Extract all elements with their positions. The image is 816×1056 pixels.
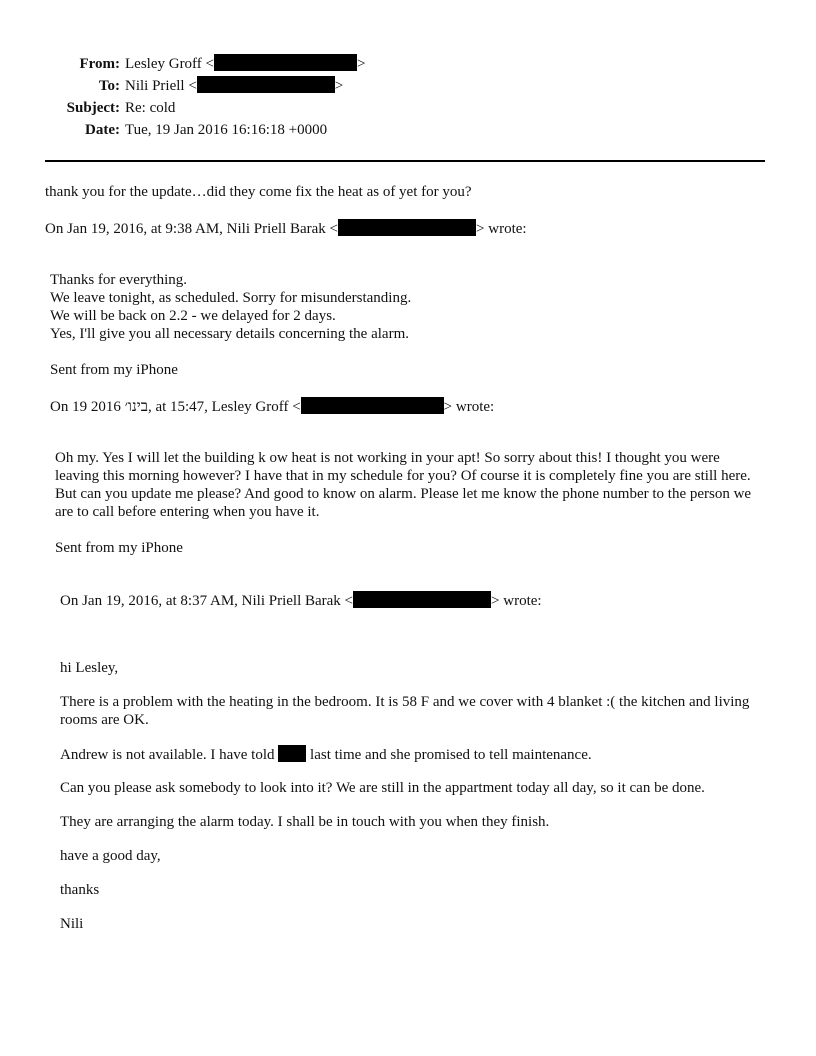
to-close: > [334, 78, 344, 94]
subject-value: Re: cold [125, 100, 176, 116]
msg2-quote-attribution [50, 397, 494, 416]
from-name: Lesley Groff < [125, 56, 214, 72]
subject-row [45, 97, 365, 119]
subject-label: Subject: [66, 100, 120, 116]
redacted-name [278, 745, 306, 762]
to-row [45, 75, 365, 97]
p2-after: last time and she promised to tell maintenance. [306, 747, 592, 763]
date-label: Date: [85, 122, 120, 138]
msg2-line: Thanks for everything. [50, 272, 188, 288]
quote-suffix: > wrote: [491, 593, 542, 609]
header-divider [45, 160, 765, 162]
msg2-signature: Sent from my iPhone [50, 362, 178, 378]
reply-body: thank you for the update…did they come fix the heat as of yet for you? [45, 184, 472, 200]
redacted-email [301, 397, 444, 414]
msg4-paragraph: There is a problem with the heating in the bedroom. It is 58 F and we cover with 4 blanket :( the kitchen and living rooms are OK. [60, 694, 750, 728]
msg4-signoff: Nili [60, 916, 84, 932]
msg3-body: Oh my. Yes I will let the building k ow heat is not working in your apt! So sorry about this! I thought you were leaving this morning however? I have that in my schedule for you? Of course it is completely fine you are still here. But can you update me please? And good to know on alarm. Please let me know the phone number to the person we are to call before entering when you have it. [55, 450, 752, 520]
quote-prefix: On 19 2016 בינו׳, at 15:47, Lesley Groff < [50, 399, 301, 415]
date-value: Tue, 19 Jan 2016 16:16:18 +0000 [125, 122, 328, 138]
redacted-email [353, 591, 491, 608]
quote-prefix: On Jan 19, 2016, at 8:37 AM, Nili Priell Barak < [60, 593, 354, 609]
to-label: To: [98, 78, 120, 94]
msg4-paragraph: Can you please ask somebody to look into it? We are still in the appartment today all day, so it can be done. [60, 780, 705, 796]
msg4-paragraph: thanks [60, 882, 100, 898]
quote-suffix: > wrote: [476, 221, 527, 237]
msg3-signature: Sent from my iPhone [55, 540, 183, 556]
msg4-paragraph: have a good day, [60, 848, 161, 864]
from-close: > [357, 56, 366, 72]
msg2-line: We will be back on 2.2 - we delayed for 2 days. [50, 308, 336, 324]
redacted-email [338, 219, 476, 236]
msg4-paragraph [60, 745, 592, 764]
from-label: From: [79, 56, 120, 72]
date-row [45, 119, 365, 141]
msg4-paragraph: They are arranging the alarm today. I shall be in touch with you when they finish. [60, 814, 550, 830]
msg3-quote-attribution [60, 591, 542, 610]
redacted-email [214, 54, 357, 71]
to-name: Nili Priell < [125, 78, 197, 94]
msg2-line: We leave tonight, as scheduled. Sorry for misunderstanding. [50, 290, 412, 306]
from-row [45, 53, 365, 75]
msg4-greeting: hi Lesley, [60, 660, 119, 676]
quote-prefix: On Jan 19, 2016, at 9:38 AM, Nili Priell Barak < [45, 221, 339, 237]
p2-before: Andrew is not available. I have told [60, 747, 279, 763]
email-header [45, 53, 365, 141]
reply-quote-attribution [45, 219, 527, 238]
quote-suffix: > wrote: [443, 399, 495, 415]
msg2-line: Yes, I'll give you all necessary details concerning the alarm. [50, 326, 409, 342]
redacted-email [197, 76, 335, 93]
